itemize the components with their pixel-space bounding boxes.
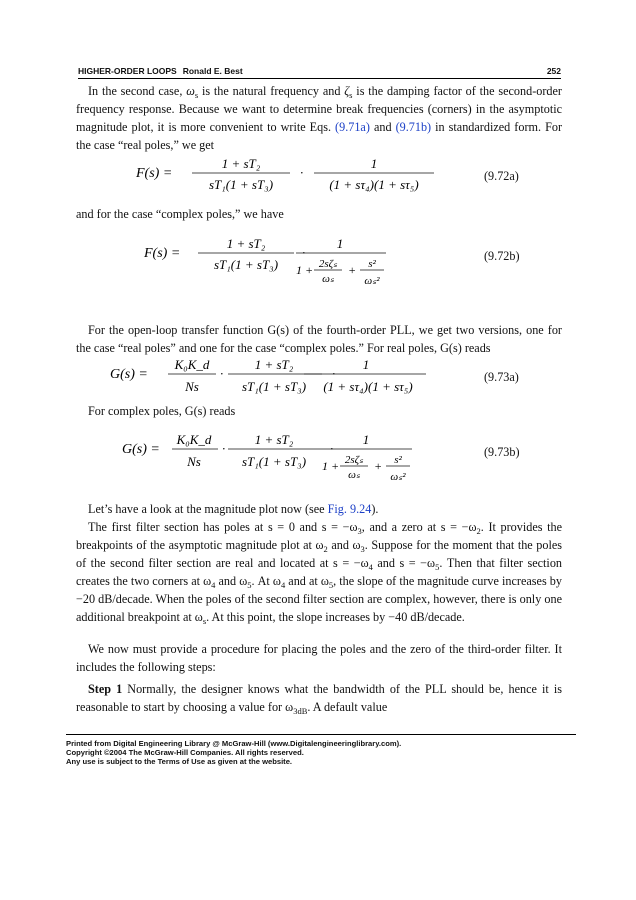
page-footer	[66, 734, 576, 766]
eq-denominator: sT₁(1 + sT₃)	[213, 257, 279, 272]
eq-numerator: 1	[362, 432, 370, 447]
equation-number-9-73a: (9.73a)	[484, 370, 519, 384]
footer-line-3: Any use is subject to the Terms of Use as given at the website.	[66, 757, 293, 766]
eq-numerator: 2sζₛ	[344, 454, 364, 466]
eq-denominator: (1 + sτ₄)(1 + sτ₅)	[323, 379, 413, 394]
eq-dot: ·	[302, 245, 306, 260]
eq-numerator: 1 + sT₂	[226, 236, 266, 251]
paragraph-step-1: Step 1 Normally, the designer knows what the bandwidth of the PLL should be, hence it is reasonable to start by choosing a value for $\omega_{3dB}$. A default value	[76, 682, 562, 716]
eq-lhs: G(s) =	[122, 442, 160, 457]
paragraph-complex-intro: and for the case “complex poles,” we have	[76, 207, 284, 221]
eq-numerator: 1	[336, 236, 344, 251]
footer-line-1: Printed from Digital Engineering Library @ McGraw-Hill (www.Digitalengineeringlibrary.com).	[66, 739, 402, 748]
eq-numerator: 2sζₛ	[318, 258, 338, 270]
eq-denominator: sT₁(1 + sT₃)	[241, 454, 307, 469]
eq-denominator: ωₛ²	[364, 275, 380, 287]
step-label: Step 1	[88, 682, 123, 696]
eq-plus: +	[348, 263, 357, 277]
eq-denominator: Ns	[185, 379, 199, 394]
running-header	[78, 66, 561, 79]
paragraph-magnitude-plot: Let’s have a look at the magnitude plot now (see Fig. 9.24).	[88, 502, 379, 516]
eq-numerator: 1 + sT₂	[221, 156, 261, 171]
eq-numerator: s²	[394, 454, 402, 466]
paragraph-complex-poles: For complex poles, G(s) reads	[88, 404, 236, 418]
eq-dot: ·	[220, 366, 224, 381]
header-author: Ronald E. Best	[182, 66, 243, 76]
equation-number-9-72b: (9.72b)	[484, 249, 520, 263]
eq-numerator: 1	[370, 156, 378, 171]
eq-link-9-71b[interactable]: (9.71b)	[395, 120, 432, 134]
eq-numerator: s²	[368, 258, 376, 270]
equation-9-73b	[96, 428, 516, 486]
eq-numerator: 1 + sT₂	[254, 357, 294, 372]
equation-number-9-72a: (9.72a)	[484, 169, 519, 183]
eq-denominator: sT₁(1 + sT₃)	[208, 177, 274, 192]
paragraph-intro: In the second case, $\omega_s$ is the natural frequency and $\zeta_s$ is the damping factor of the second-order frequency response. Because we want to determine break frequencies (corners) in the asymptotic magnitude plot, it is more convenient to write Eqs. (9.71a) and (9.71b) in standardized form. For the case “real poles,” we get	[76, 84, 563, 152]
eq-lhs: F(s) =	[136, 166, 173, 181]
eq-numerator: 1 + sT₂	[254, 432, 294, 447]
paragraph-open-loop: For the open-loop transfer function G(s) of the fourth-order PLL, we get two versions, one for the case “real poles” and one for the case “complex poles.” For real poles, G(s) reads	[76, 323, 562, 355]
header-section: HIGHER-ORDER LOOPS	[78, 66, 177, 76]
footer-line-2: Copyright ©2004 The McGraw-Hill Companies. All rights reserved.	[66, 748, 304, 757]
figure-link-9-24[interactable]: Fig. 9.24	[327, 502, 372, 516]
eq-dot: ·	[332, 366, 336, 381]
eq-denominator: ωₛ²	[390, 471, 406, 483]
eq-denominator: sT₁(1 + sT₃)	[241, 379, 307, 394]
eq-one-plus: 1 +	[322, 459, 340, 473]
eq-numerator: K₀K_d	[174, 357, 210, 372]
eq-numerator: 1	[362, 357, 370, 372]
eq-denominator: Ns	[187, 454, 201, 469]
equation-number-9-73b: (9.73b)	[484, 445, 520, 459]
eq-denominator: (1 + sτ₄)(1 + sτ₅)	[329, 177, 419, 192]
eq-plus: +	[374, 459, 383, 473]
eq-link-9-71a[interactable]: (9.71a)	[335, 120, 370, 134]
header-page-number: 252	[546, 66, 561, 76]
equation-9-72b	[96, 232, 516, 290]
eq-dot: ·	[330, 441, 334, 456]
eq-denominator: ωₛ	[348, 469, 360, 481]
paragraph-procedure: We now must provide a procedure for placing the poles and the zero of the third-order filter. It includes the following steps:	[76, 642, 562, 674]
eq-numerator: K₀K_d	[176, 432, 212, 447]
equation-9-72a	[96, 150, 516, 208]
eq-dot: ·	[222, 441, 226, 456]
eq-one-plus: 1 +	[296, 263, 314, 277]
eq-denominator: ωₛ	[322, 273, 334, 285]
eq-lhs: F(s) =	[144, 246, 181, 261]
eq-dot: ·	[300, 165, 304, 180]
paragraph-filter-sections: The first filter section has poles at s = 0 and $s = -\omega_3$, and a zero at $s = -\omega_2$. It provides the breakpoints of the asymptotic magnitude plot at $\omega_2$ and $\omega_3$. Suppose for the moment that the poles of the second filter section are real and located at $s = -\omega_4$ and $s = -\omega_5$. Then that filter section creates the two corners at $\omega_4$ and $\omega_5$. At $\omega_4$ and at $\omega_5$, the slope of the magnitude curve increases by −20 dB/decade. When the poles of the second filter section are complex, however, there is only one additional breakpoint at $\omega_s$. At this point, the slope increases by −40 dB/decade.	[76, 520, 563, 626]
eq-lhs: G(s) =	[110, 367, 148, 382]
